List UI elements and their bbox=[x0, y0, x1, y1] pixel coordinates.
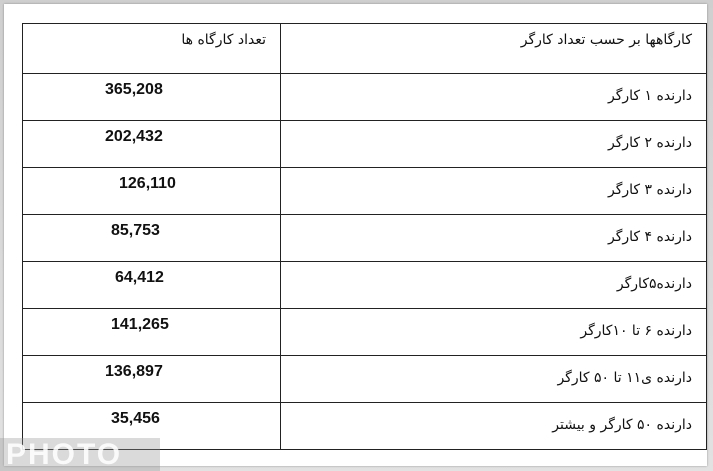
row-count: 35,456 bbox=[23, 403, 281, 450]
row-category: دارنده ۲ کارگر bbox=[281, 121, 707, 168]
row-count: 365,208 bbox=[23, 74, 281, 121]
table-row bbox=[23, 309, 707, 356]
row-category: دارنده۵کارگر bbox=[281, 262, 707, 309]
row-category: دارنده ۶ تا ۱۰کارگر bbox=[281, 309, 707, 356]
table-row bbox=[23, 74, 707, 121]
header-count: تعداد کارگاه ها bbox=[23, 24, 281, 74]
table-row bbox=[23, 168, 707, 215]
row-count: 202,432 bbox=[23, 121, 281, 168]
table-row bbox=[23, 215, 707, 262]
table-row bbox=[23, 356, 707, 403]
table-header-row bbox=[23, 24, 707, 74]
row-count: 64,412 bbox=[23, 262, 281, 309]
header-category: کارگاهها بر حسب تعداد کارگر bbox=[281, 24, 707, 74]
row-category: دارنده ی۱۱ تا ۵۰ کارگر bbox=[281, 356, 707, 403]
table-row bbox=[23, 262, 707, 309]
row-count: 136,897 bbox=[23, 356, 281, 403]
row-category: دارنده ۴ کارگر bbox=[281, 215, 707, 262]
row-category: دارنده ۳ کارگر bbox=[281, 168, 707, 215]
row-count: 85,753 bbox=[23, 215, 281, 262]
workshops-table bbox=[22, 23, 707, 450]
row-count: 126,110 bbox=[23, 168, 281, 215]
row-category: دارنده ۱ کارگر bbox=[281, 74, 707, 121]
table-row bbox=[23, 121, 707, 168]
row-count: 141,265 bbox=[23, 309, 281, 356]
row-category: دارنده ۵۰ کارگر و بیشتر bbox=[281, 403, 707, 450]
document-page bbox=[4, 4, 707, 466]
photo-watermark: PHOTO bbox=[0, 438, 160, 471]
